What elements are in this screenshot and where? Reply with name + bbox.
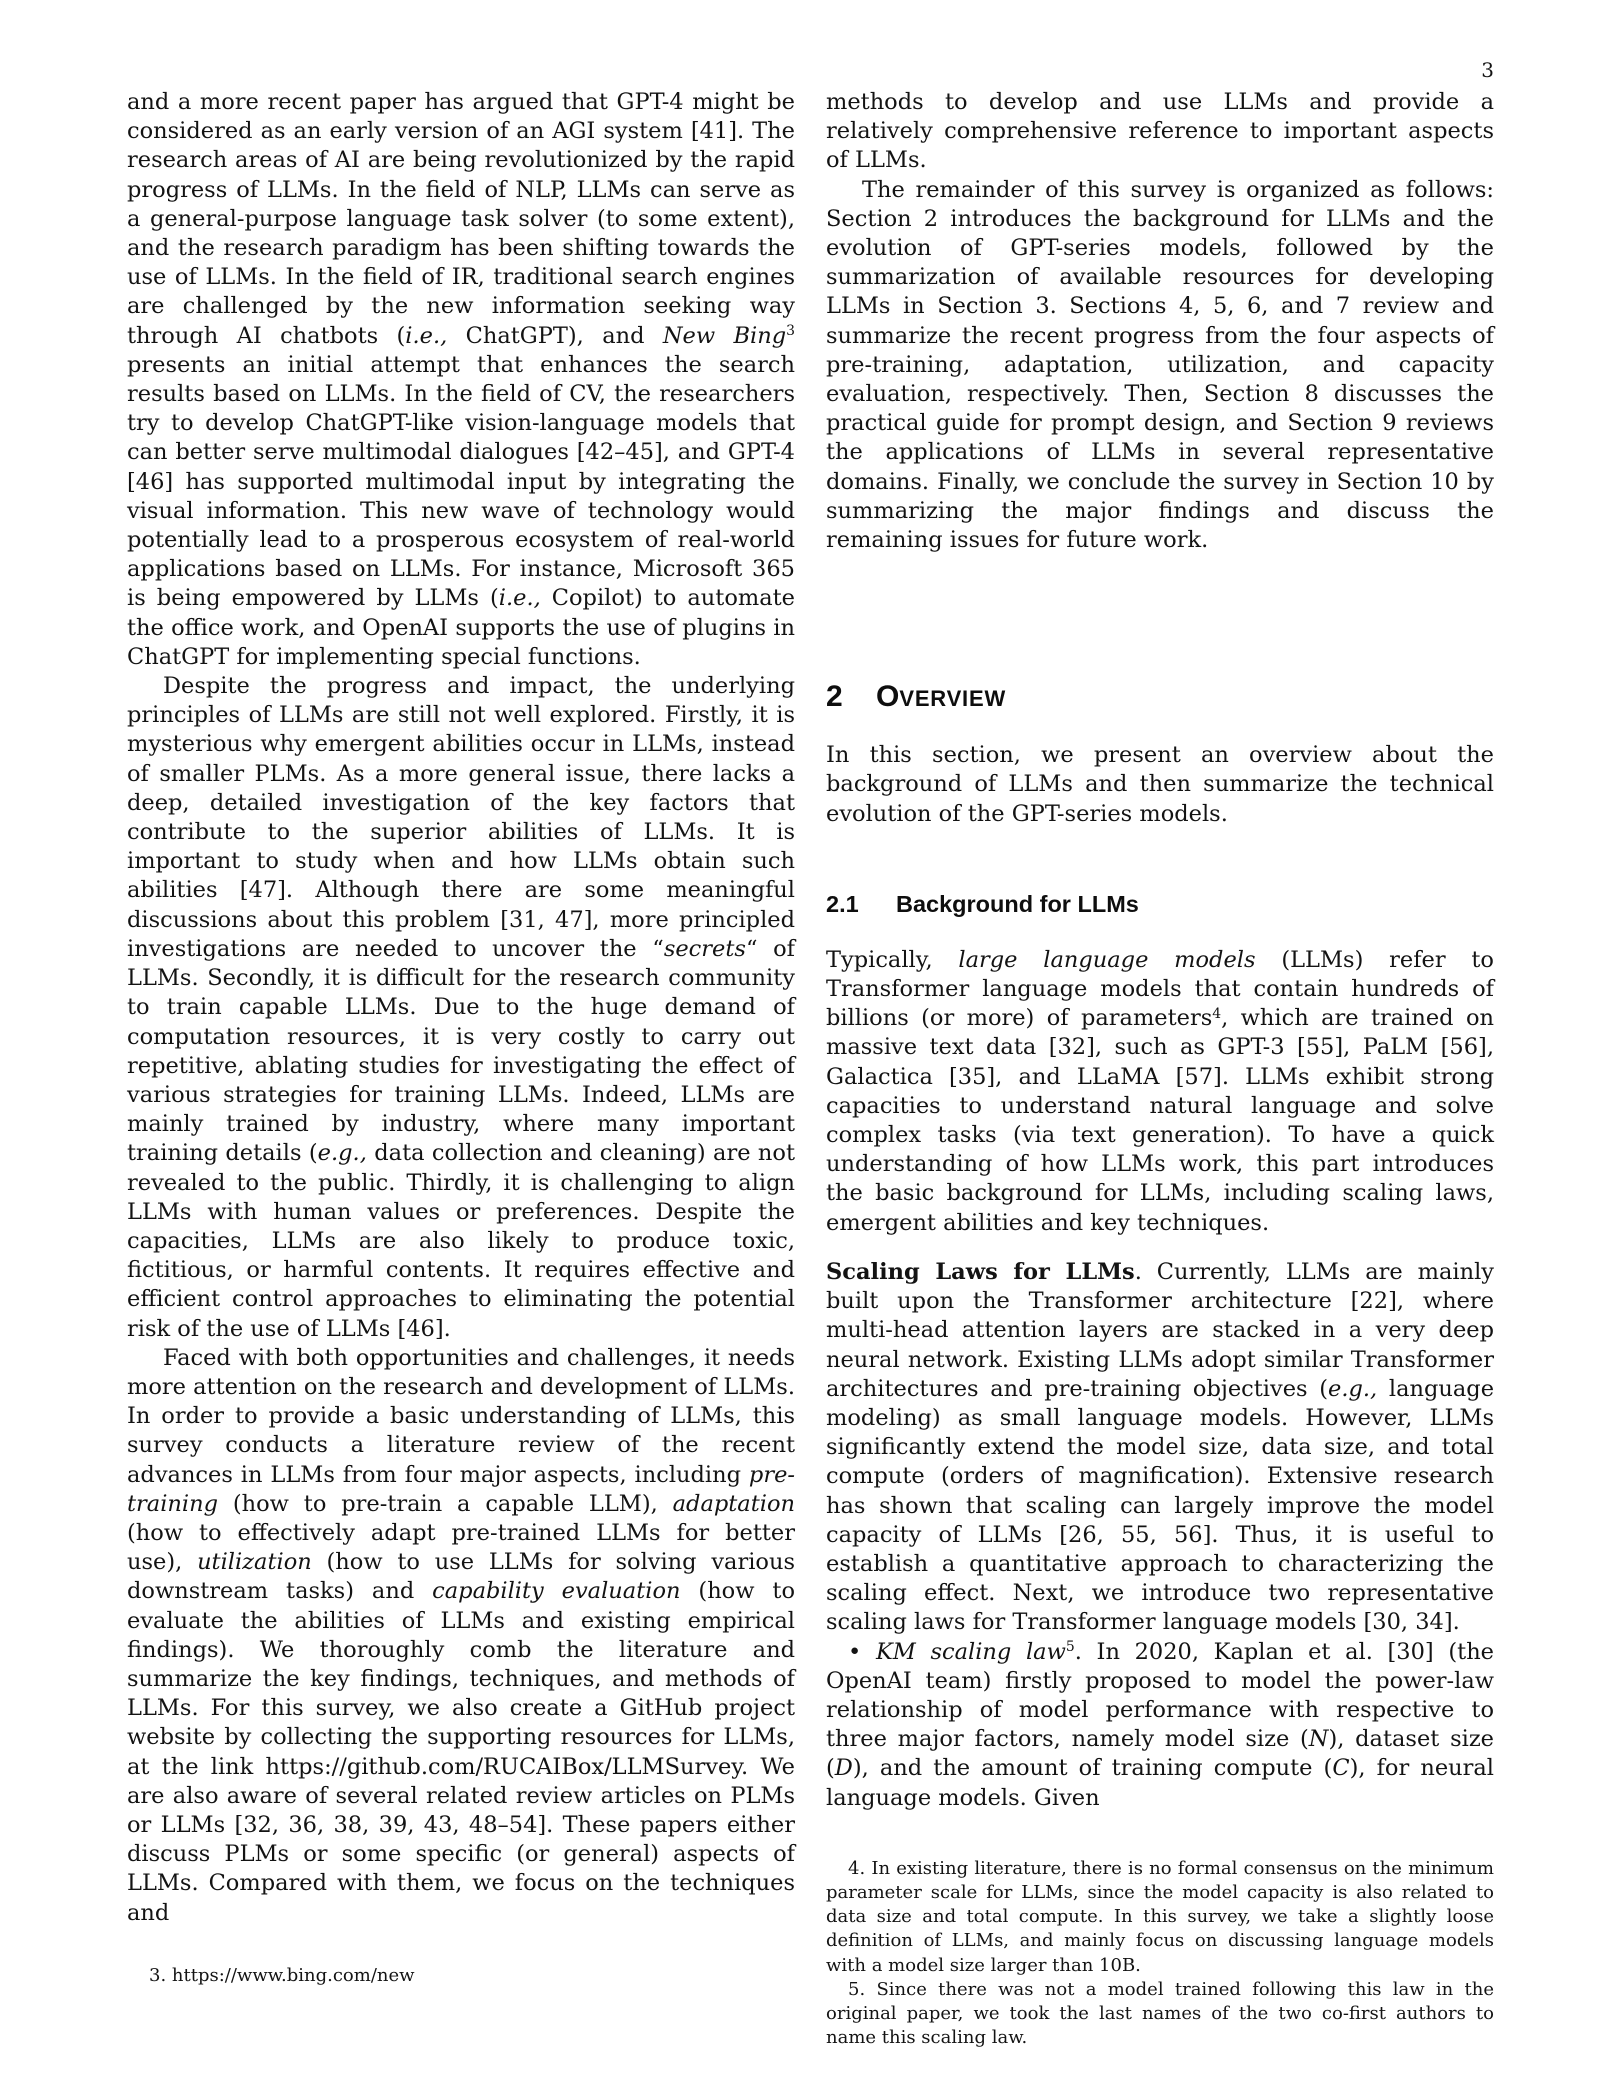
paragraph xyxy=(826,1258,1494,1638)
text-run: . Currently, LLMs are mainly built upon the Transformer architecture [22], where multi-head attention layers are stacked in a very deep neural network. Existing LLMs adopt similar Transformer architectures and pre-training objectives ( xyxy=(826,1258,1494,1402)
footnote xyxy=(826,1857,1494,1978)
text-run: New Bing xyxy=(662,322,787,349)
footnote-marker-4[interactable]: 4 xyxy=(1212,1005,1222,1022)
text-run: 4. In existing literature, there is no formal consensus on the minimum parameter scale for LLMs, since the model capacity is also related to data size and total compute. In this survey, we take a slightly loose definition of LLMs, and mainly focus on discussing language models with a model size larger than 10B. xyxy=(826,1857,1494,1976)
text-run: The remainder of this survey is organized as follows: Section 2 introduces the background for LLMs and the evolution of GPT-series models, followed by the summarization of available resources for developing LLMs in Section 3. Sections 4, 5, 6, and 7 review and summarize the recent progress from the four aspects of pre-training, adaptation, utilization, and capacity evaluation, respectively. Then, Section 8 discusses the practical guide for prompt design, and Section 9 reviews the applications of LLMs in several representative domains. Finally, we conclude the survey in Section 10 by summarizing the major findings and discuss the remaining issues for future work. xyxy=(826,176,1494,554)
bing-url-link[interactable]: https://www.bing.com/new xyxy=(171,1964,415,1986)
paragraph xyxy=(127,1344,795,1928)
text-run: (how to evaluate the abilities of LLMs and existing empirical findings). We thoroughly comb the literature and summarize the key findings, techniques, and methods of LLMs. For this survey, we also create a GitHub project website by collecting the supporting resources for LLMs, at the link xyxy=(127,1578,795,1780)
text-run: utilization xyxy=(197,1549,312,1576)
text-run: , which are trained on massive text data [32], such as GPT-3 [55], PaLM [56], Galactica [35], and LLaMA [57]. LLMs exhibit strong capacities to understand natural language and solve complex tasks (via text generation). To have a quick understanding of how LLMs work, this part introduces the basic background for LLMs, including scaling laws, emergent abilities and key techniques. xyxy=(826,1005,1494,1236)
text-run: Scaling Laws for LLMs xyxy=(826,1258,1135,1285)
text-run: ), dataset size ( xyxy=(826,1726,1494,1782)
page-number: 3 xyxy=(1481,58,1494,82)
paragraph xyxy=(826,88,1494,176)
footnote-number: 3. xyxy=(149,1964,172,1986)
section-number: 2 xyxy=(826,680,843,714)
subsection-number: 2.1 xyxy=(826,890,859,917)
section-heading xyxy=(826,681,1494,715)
text-run: Despite the progress and impact, the underlying principles of LLMs are still not well explored. Firstly, it is mysterious why emergent abilities occur in LLMs, instead of smaller PLMs. As a more general issue, there lacks a deep, detailed investigation of the key factors that contribute to the superior abilities of LLMs. It is important to study when and how LLMs obtain such abilities [47]. Although there are some meaningful discussions about this problem [31, 47], more principled investigations are needed to uncover the “ xyxy=(127,673,795,962)
text-run: (how to use LLMs for solving various downstream tasks) and xyxy=(127,1549,795,1605)
footnote-marker-5[interactable]: 5 xyxy=(1065,1638,1075,1655)
paragraph xyxy=(826,946,1494,1238)
subsection-heading xyxy=(826,891,1494,918)
text-run: secrets xyxy=(663,935,746,962)
right-column xyxy=(826,88,1494,2050)
text-run: e.g., xyxy=(1328,1375,1378,1402)
text-run: Typically, xyxy=(826,946,959,973)
bullet-paragraph xyxy=(826,1638,1494,1813)
footnote xyxy=(826,1978,1494,2051)
text-run: • xyxy=(848,1638,876,1665)
text-run: presents an initial attempt that enhances the search results based on LLMs. In the field of CV, the researchers try to develop ChatGPT-like vision-language models that can better serve multimodal dialogues [42–45], and GPT-4 [46] has supported multimodal input by integrating the visual information. This new wave of technology would potentially lead to a prosperous ecosystem of real-world applications based on LLMs. For instance, Microsoft 365 is being empowered by LLMs ( xyxy=(127,351,795,612)
subsection-title: Background for LLMs xyxy=(896,890,1139,917)
footnotes-left xyxy=(127,1964,795,1988)
text-run: (how to pre-train a capable LLM), xyxy=(218,1490,673,1517)
paragraph xyxy=(826,741,1494,829)
section-title xyxy=(876,680,1006,713)
github-survey-link[interactable]: https://github.com/RUCAIBox/LLMSurvey xyxy=(265,1753,741,1780)
footnotes-right xyxy=(826,1857,1494,2051)
text-run: . We are also aware of several related review articles on PLMs or LLMs [32, 36, 38, 39, 43, 48–54]. These papers either discuss PLMs or some specific (or general) aspects of LLMs. Compared with them, we focus on the techniques and xyxy=(127,1753,795,1926)
paragraph xyxy=(127,672,795,1344)
text-run: Faced with both opportunities and challenges, it needs more attention on the research and development of LLMs. In order to provide a basic understanding of LLMs, this survey conducts a literature review of the recent advances in LLMs from four major aspects, including xyxy=(127,1344,795,1488)
text-run: . In 2020, Kaplan et al. [30] (the OpenAI team) firstly proposed to model the power-law relationship of model performance with respective to three major factors, namely model size ( xyxy=(826,1638,1495,1753)
text-run: N xyxy=(1308,1726,1329,1753)
text-run: ChatGPT), and xyxy=(447,322,663,349)
text-run: pre-training xyxy=(127,1461,795,1517)
text-run: data collection and cleaning) are not revealed to the public. Thirdly, it is challenging to align LLMs with human values or preferences. Despite the capacities, LLMs are also likely to produce toxic, fictitious, or harmful contents. It requires effective and efficient control approaches to eliminating the potential risk of the use of LLMs [46]. xyxy=(127,1140,795,1342)
text-run: 5. Since there was not a model trained following this law in the original paper, we took the last names of the two co-first authors to name this scaling law. xyxy=(826,1978,1494,2049)
text-run: In this section, we present an overview about the background of LLMs and then summarize the technical evolution of the GPT-series models. xyxy=(826,742,1494,827)
text-run: methods to develop and use LLMs and provide a relatively comprehensive reference to important aspects of LLMs. xyxy=(826,89,1494,174)
footnote-marker-3[interactable]: 3 xyxy=(786,322,795,339)
text-run: KM scaling law xyxy=(875,1638,1066,1665)
text-run: large language models xyxy=(958,946,1256,973)
section-title-initial: O xyxy=(876,680,900,714)
text-run: and a more recent paper has argued that GPT-4 might be considered as an early version of an AGI system [41]. The research areas of AI are being revolutionized by the rapid progress of LLMs. In the field of NLP, LLMs can serve as a general-purpose language task solver (to some extent), and the research paradigm has been shifting towards the use of LLMs. In the field of IR, traditional search engines are challenged by the new information seeking way through AI chatbots ( xyxy=(127,89,795,349)
text-run: Copilot) to automate the office work, and OpenAI supports the use of plugins in ChatGPT for implementing special functions. xyxy=(127,585,795,670)
left-column xyxy=(127,88,795,1988)
text-run: adaptation xyxy=(672,1490,795,1517)
paragraph xyxy=(127,88,795,672)
text-run: (how to effectively adapt pre-trained LLMs for better use), xyxy=(127,1519,795,1576)
paragraph xyxy=(826,176,1494,556)
text-run: e.g., xyxy=(317,1140,367,1167)
text-run: capability evaluation xyxy=(432,1578,681,1605)
section-title-rest: VERVIEW xyxy=(899,686,1007,712)
text-run: C xyxy=(1332,1755,1350,1782)
text-run: “ of LLMs. Secondly, it is difficult for the research community to train capable LLMs. Due to the huge demand of computation resources, it is very costly to carry out repetitive, ablating studies for investigating the effect of various strategies for training LLMs. Indeed, LLMs are mainly trained by industry, where many important training details ( xyxy=(127,935,795,1167)
text-run: ), and the amount of training compute ( xyxy=(852,1755,1333,1782)
text-run: i.e., xyxy=(498,585,541,612)
text-run: ), for neural language models. Given xyxy=(826,1755,1494,1811)
text-run: language modeling) as small language models. However, LLMs significantly extend the model size, data size, and total compute (orders of magnification). Extensive research has shown that scaling can largely improve the model capacity of LLMs [26, 55, 56]. Thus, it is useful to establish a quantitative approach to characterizing the scaling effect. Next, we introduce two representative scaling laws for Transformer language models [30, 34]. xyxy=(826,1375,1495,1636)
text-run: (LLMs) refer to Transformer language models that contain hundreds of billions (or more) of parameters xyxy=(826,946,1494,1032)
text-run: D xyxy=(834,1755,853,1782)
footnote xyxy=(127,1964,795,1988)
text-run: i.e., xyxy=(405,322,448,349)
